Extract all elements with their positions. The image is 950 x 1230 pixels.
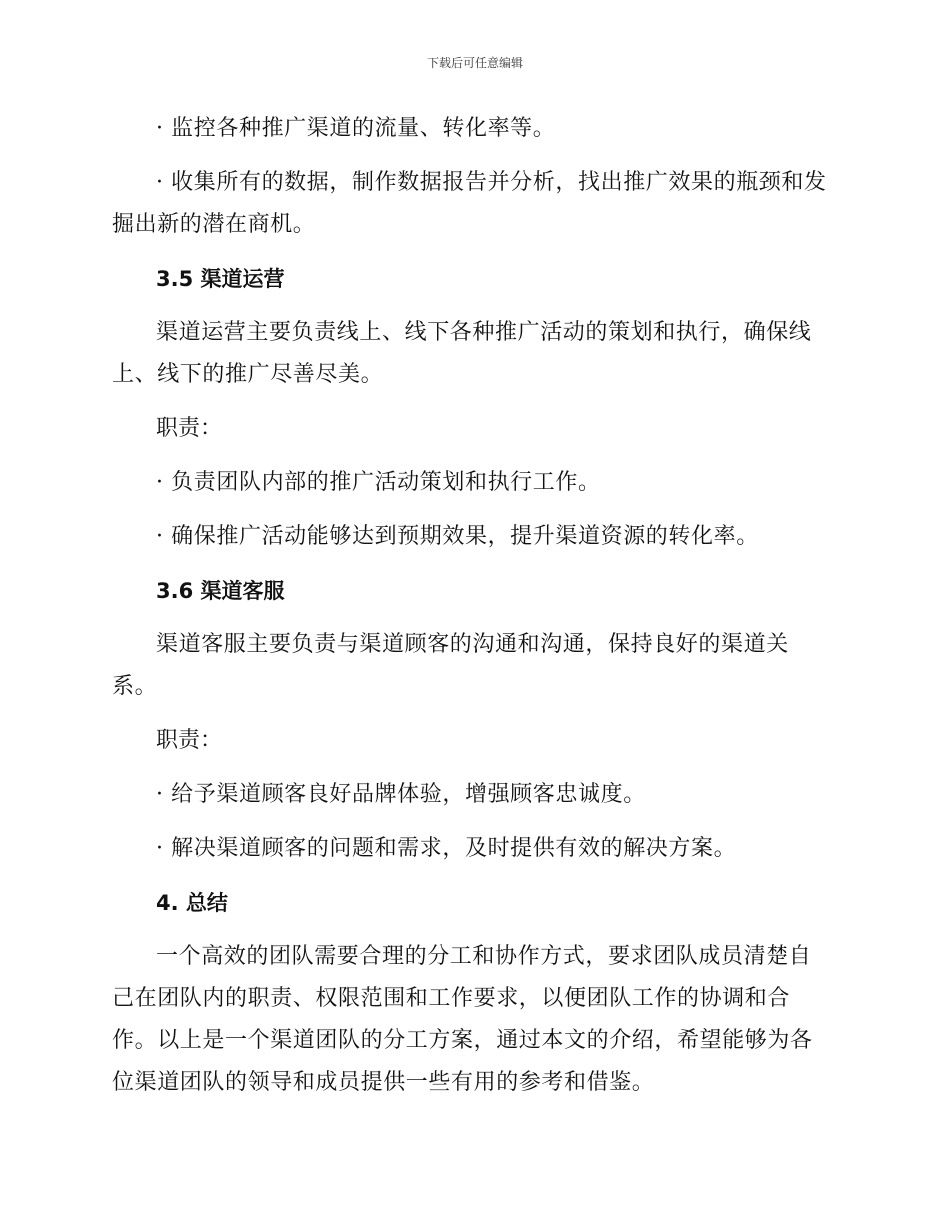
section-heading-3-5: 3.5 渠道运营: [156, 267, 285, 291]
responsibilities-label-3-6: 职责：: [156, 728, 223, 753]
bullet-monitor-traffic: · 监控各种推广渠道的流量、转化率等。: [156, 116, 556, 141]
bullet-ensure-effect: · 确保推广活动能够达到预期效果，提升渠道资源的转化率。: [156, 524, 759, 549]
bullet-plan-execute: · 负责团队内部的推广活动策划和执行工作。: [156, 470, 601, 495]
responsibilities-label-3-5: 职责：: [156, 416, 223, 441]
section-heading-3-6: 3.6 渠道客服: [156, 579, 285, 603]
paragraph-channel-operations: 渠道运营主要负责线上、线下各种推广活动的策划和执行，确保线上、线下的推广尽善尽美。: [112, 320, 812, 387]
paragraph-channel-service: 渠道客服主要负责与渠道顾客的沟通和沟通，保持良好的渠道关系。: [112, 632, 789, 699]
document-body: [112, 108, 832, 1116]
bullet-solve-problems: · 解决渠道顾客的问题和需求，及时提供有效的解决方案。: [156, 836, 737, 861]
header-note: 下载后可任意编辑: [426, 56, 523, 70]
section-heading-4: 4. 总结: [156, 891, 228, 915]
bullet-brand-experience: · 给予渠道顾客良好品牌体验，增强顾客忠诚度。: [156, 782, 646, 807]
paragraph-summary: 一个高效的团队需要合理的分工和协作方式，要求团队成员清楚自己在团队内的职责、权限范围和工作要求，以便团队工作的协调和合作。以上是一个渠道团队的分工方案，通过本文的介绍，希望能够为各位渠道团队的领导和成员提供一些有用的参考和借鉴。: [112, 944, 813, 1095]
bullet-collect-data: · 收集所有的数据，制作数据报告并分析，找出推广效果的瓶颈和发掘出新的潜在商机。: [112, 170, 827, 237]
